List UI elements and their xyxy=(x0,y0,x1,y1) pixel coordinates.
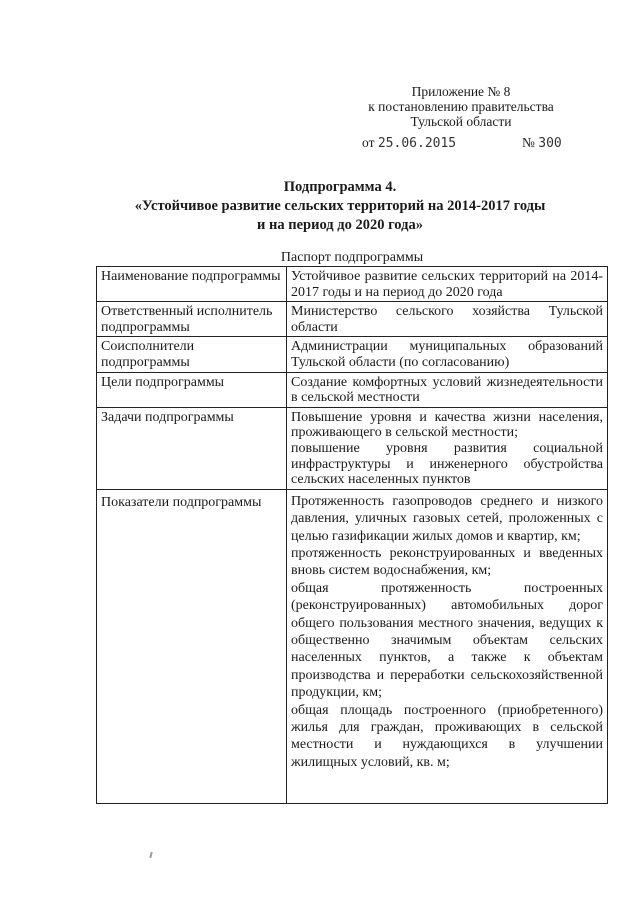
appendix-decree-ref: к постановлению правительства xyxy=(368,99,554,114)
row-name: Задачи подпрограммы xyxy=(97,407,287,489)
row-name: Ответственный исполнитель подпрограммы xyxy=(97,302,287,337)
table-row xyxy=(97,489,608,803)
appendix-number: Приложение № 8 xyxy=(411,84,511,99)
task-item: Повышение уровня и качества жизни населения, проживающего в сельской местности; xyxy=(291,409,603,441)
table-row xyxy=(97,337,608,372)
title-line-3: и на период до 2020 года» xyxy=(257,217,423,233)
table-row xyxy=(97,267,608,302)
title-line-1: Подпрограмма 4. xyxy=(283,179,397,195)
passport-table xyxy=(96,266,608,804)
row-value: Устойчивое развитие сельских территорий на 2014-2017 годы и на период до 2020 года xyxy=(287,267,608,302)
row-name: Наименование подпрограммы xyxy=(97,267,287,302)
row-name: Соисполнители подпрограммы xyxy=(97,337,287,372)
indicator-item: общая площадь построенного (приобретенного) жилья для граждан, проживающих в сельской местности и нуждающихся в улучшении жилищных условий, кв. м; xyxy=(291,702,603,770)
document-title xyxy=(90,178,590,235)
decree-date-line xyxy=(362,135,562,151)
table-row xyxy=(97,372,608,407)
decree-date: 25.06.2015 xyxy=(377,136,457,151)
number-label: № xyxy=(522,135,535,150)
row-value xyxy=(287,489,608,803)
scan-artifact xyxy=(149,852,152,858)
row-value: Администрации муниципальных образований Тульской области (по согласованию) xyxy=(287,337,608,372)
row-value: Создание комфортных условий жизнедеятельности в сельской местности xyxy=(287,372,608,407)
table-row xyxy=(97,407,608,489)
decree-number-block xyxy=(522,135,562,151)
row-name: Показатели подпрограммы xyxy=(97,489,287,803)
title-line-2: «Устойчивое развитие сельских территорий на 2014-2017 годы xyxy=(134,198,546,214)
passport-caption: Паспорт подпрограммы xyxy=(280,250,424,265)
indicator-item: Протяженность газопроводов среднего и низкого давления, уличных газовых сетей, проложенных с целью газификации жилых домов и квартир, км; xyxy=(291,493,603,544)
indicator-item: общая протяженность построенных (реконструированных) автомобильных дорог общего пользования местного значения, ведущих к общественно значимым объектам сельских населенных пунктов, а также к объектам производства и переработки сельскохозяйственной продукции, км; xyxy=(291,580,603,701)
appendix-region: Тульской области xyxy=(410,114,512,129)
decree-number: 300 xyxy=(538,136,562,151)
table-row xyxy=(97,302,608,337)
task-item: повышение уровня развития социальной инфраструктуры и инженерного обустройства сельских населенных пунктов xyxy=(291,440,603,488)
indicator-item: протяженность реконструированных и введенных вновь систем водоснабжения, км; xyxy=(291,545,603,579)
row-value xyxy=(287,407,608,489)
date-prefix: от xyxy=(362,135,375,150)
appendix-header xyxy=(330,84,592,129)
row-name: Цели подпрограммы xyxy=(97,372,287,407)
row-value: Министерство сельского хозяйства Тульской области xyxy=(287,302,608,337)
